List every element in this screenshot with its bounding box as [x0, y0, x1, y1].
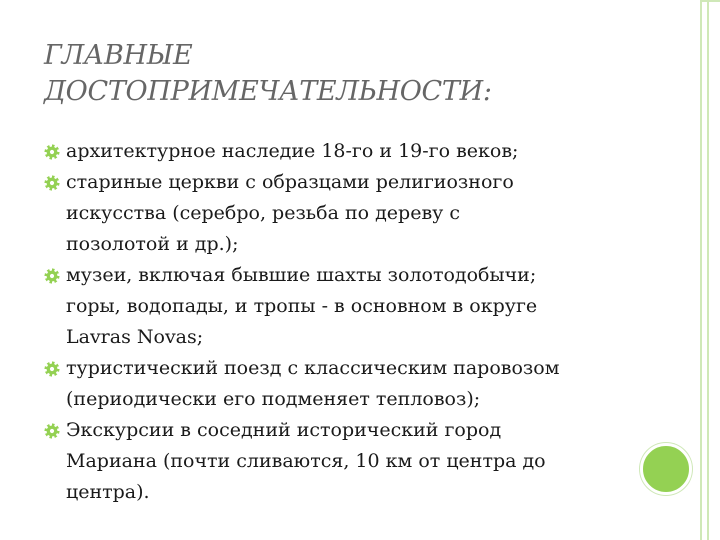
gear-icon [44, 144, 60, 160]
bullet-text-line: архитектурное наследие 18-го и 19-го веков; [66, 140, 519, 162]
bullet-text-line: искусства (серебро, резьба по дереву с [66, 202, 461, 224]
bullet-text-line: центра). [66, 481, 150, 503]
slide-title-line: ДОСТОПРИМЕЧАТЕЛЬНОСТИ: [44, 76, 492, 107]
bullet-text-line: Мариана (почти сливаются, 10 км от центра до [66, 450, 546, 472]
frame-line-right [707, 0, 709, 540]
bullet-text-line: Lavras Novas; [66, 326, 204, 348]
bullet-text-line: туристический поезд с классическим паровозом [66, 357, 560, 379]
bullet-text-line: стариные церкви с образцами религиозного [66, 171, 514, 193]
decorative-circle [640, 443, 692, 495]
bullet-text-line: Экскурсии в соседний исторический город [66, 419, 502, 441]
bullet-item [44, 167, 644, 260]
frame-line-top [700, 0, 720, 2]
gear-icon [44, 175, 60, 191]
frame-line-left [700, 0, 702, 540]
gear-icon [44, 361, 60, 377]
bullet-text-line: музеи, включая бывшие шахты золотодобычи; [66, 264, 537, 286]
bullet-text-line: позолотой и др.); [66, 233, 239, 255]
bullet-item [44, 260, 644, 291]
bullet-text-line: горы, водопады, и тропы - в основном в округе [66, 295, 538, 317]
bullet-item [44, 291, 644, 353]
slide-title [44, 38, 644, 110]
bullet-text-line: (периодически его подменяет тепловоз); [66, 388, 481, 410]
slide-title-line: ГЛАВНЫЕ [44, 40, 193, 71]
bullet-item [44, 136, 644, 167]
gear-icon [44, 268, 60, 284]
gear-icon [44, 423, 60, 439]
bullet-item [44, 415, 644, 508]
bullet-list [44, 136, 644, 508]
bullet-item [44, 353, 644, 415]
